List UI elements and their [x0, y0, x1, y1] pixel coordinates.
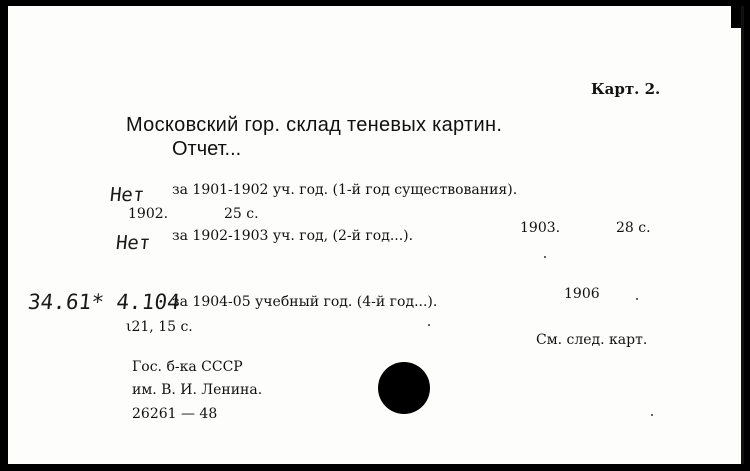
- ink-speck: [428, 324, 430, 326]
- entry-2-year: 1903.: [520, 220, 561, 236]
- entry-3-year: 1906: [564, 286, 600, 302]
- library-line-2: им. В. И. Ленина.: [132, 382, 263, 398]
- ink-speck: [544, 256, 546, 258]
- library-code: 26261 — 48: [132, 406, 218, 422]
- card-subtitle: Отчет...: [172, 138, 242, 160]
- entry-1-year: 1902.: [128, 206, 169, 222]
- see-next-card: См. след. карт.: [536, 332, 648, 348]
- card-corner-shadow: [731, 6, 741, 28]
- entry-2-pages: 28 с.: [616, 220, 651, 236]
- handwritten-note-2: Нет: [114, 232, 152, 254]
- entry-3-text: за 1904-05 учебный год. (4-й год...).: [172, 294, 438, 310]
- punch-hole: [378, 362, 430, 414]
- ink-speck: [636, 298, 638, 300]
- card-number: Карт. 2.: [591, 80, 661, 98]
- entry-1-pages: 25 с.: [224, 206, 259, 222]
- handwritten-shelfmark: 34.61* 4.104: [26, 290, 181, 314]
- handwritten-note-1: Нет: [108, 184, 146, 206]
- library-line-1: Гос. б-ка СССР: [132, 359, 243, 375]
- entry-3-note: ι21, 15 с.: [126, 319, 193, 335]
- card-title: Московский гор. склад теневых картин.: [126, 114, 503, 136]
- ink-speck: [651, 414, 653, 416]
- entry-1-text: за 1901-1902 уч. год. (1-й год существования).: [172, 182, 518, 198]
- entry-2-text: за 1902-1903 уч. год, (2-й год...).: [172, 228, 414, 244]
- catalog-card: [8, 6, 744, 464]
